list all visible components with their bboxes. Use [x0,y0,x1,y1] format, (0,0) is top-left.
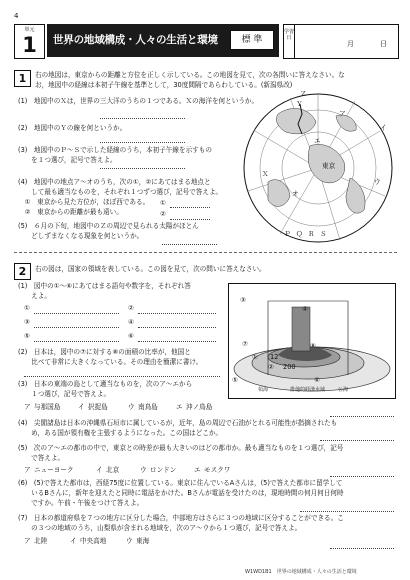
map-label-e: エ [314,137,321,145]
answer-line-q2-2[interactable] [24,376,220,377]
choice-3-a-text: 与那国島 [34,403,61,411]
map-label-p: Ｐ [284,230,291,238]
study-date-tag: 学習日 [284,25,295,58]
q1-intro-line-1: 右の地図は，東京からの距離と方位を正しく示している。この地図を見て，次の各問いに答えなさい。な [35,71,345,79]
blank-line-3[interactable] [34,327,119,328]
q2-item-3a: (3) 日本の東端の島として適当なものを，次のア～エから [18,380,193,388]
choice-7-u-text: 東海 [136,537,150,545]
answer-line-q2-3[interactable] [330,416,394,417]
answer-label-4-1: ① [160,199,166,207]
choice-3-u-mark: ウ [128,403,135,411]
map-label-tokyo: 東京 [322,162,336,170]
page-number: 4 [14,12,19,20]
choice-3-i-mark: イ [78,403,85,411]
blank-label-2: ② [128,304,134,312]
map-label-r: Ｒ [308,230,315,238]
blank-line-6[interactable] [138,341,216,342]
question-number-2: 2 [14,263,31,280]
q1-item-4-1: ① 東京から見た方位が，ほぼ西である。 [18,198,150,206]
unit-badge [14,24,45,59]
diagram-label-5: ⑤ [232,376,238,384]
diagram-label-eez: 排他的経済水域 [290,387,326,393]
diagram-label-200: 200 [283,363,296,371]
diagram-label-12: 12 [270,353,279,361]
blank-line-4[interactable] [138,327,216,328]
q1-intro-line-2: お，地図中の経線は本初子午線を基準として，30度間隔であらわしている。(新潟県改) [35,81,293,89]
q2-item-6a: (6) (5)で答えた都市は，西経75度に位置している。東京に住んでいるAさんは，(5)で答えた都市に留学して [18,479,343,487]
answer-line-q2-4[interactable] [320,440,394,441]
q1-item-3a: (3) 地図中のＰ～Ｓで示した経線のうち，本初子午線を示すもの [18,146,212,154]
q2-item-5a: (5) 次のア～エの都市の中で，東京との時差が最も大きいのはどの都市か。最も適当なものを１つ選び，記号 [18,444,344,452]
q1-item-5a: (5) ６月の下旬，地図中のＺの周辺で見られる太陽がほとん [18,222,199,230]
choice-3-e-mark: エ [176,403,183,411]
choice-3-i-text: 択捉島 [88,403,108,411]
section-divider [14,252,397,253]
blank-label-3: ③ [24,318,30,326]
study-date-box [283,24,399,59]
q2-item-3b: １つ選び，記号で答えよ。 [18,390,111,398]
q2-item-7a: (7) 日本の都道府県を７つの地方に区分した場合，中部地方はさらに３つの地域に区分することができる。こ [18,514,344,522]
q2-item-4b: め，ある国が領有権を主張するようになった。この国はどこか。 [18,429,223,437]
level-badge: 標 準 [230,30,274,50]
blank-line-5[interactable] [34,341,119,342]
map-label-u: ウ [374,178,381,186]
month-label: 月 [347,40,354,48]
choice-5-e-mark: エ [194,466,201,474]
map-label-q: Ｑ [296,230,303,238]
answer-line-q1-3[interactable] [100,168,185,169]
page-title: 世界の地域構成・人々の生活と環境 [53,34,218,46]
q2-item-2a: (2) 日本は，図中の⑦に対する⑧の面積の比率が，他国と [18,348,191,356]
q2-item-1a: (1) 図中の①～⑥にあてはまる語句や数字を，それぞれ答 [18,282,191,290]
choice-5-a-text: ニューヨーク [34,466,74,474]
q2-item-2b: 比べて非常に大きくなっている。その理由を簡潔に書け。 [18,358,203,366]
page-footer: W1WD1B1 世界の地域構成・人々の生活と環境 [245,569,357,575]
answer-line-q1-2[interactable] [100,142,185,143]
q2-item-5b: で答えよ。 [18,454,65,462]
diagram-label-territorial-sea: 領海 [258,387,269,393]
blank-label-5: ⑤ [24,332,30,340]
answer-line-q2-6[interactable] [300,511,394,512]
q1-item-2: (2) 地図中のＹの線を何というか。 [18,124,127,132]
map-label-x: Ｘ [262,170,269,178]
blank-line-2[interactable] [138,313,216,314]
day-label: 日 [380,40,387,48]
blank-label-1: ① [24,304,30,312]
answer-line-q1-1[interactable] [100,118,185,119]
diagram-label-high-seas: 公海 [338,387,349,393]
q2-item-6b: いるBさんに，新年を迎えたと同時に電話をかけた。Bさんが電話を受けたのは，現地時間の何月何日何時 [18,489,344,497]
choice-3-e-text: 沖ノ鳥島 [186,403,213,411]
diagram-label-3: ③ [240,296,246,304]
choice-3-u-text: 南鳥島 [138,403,158,411]
map-label-y: Ｙ [296,100,303,108]
q2-intro: 右の図は，国家の領域を表している。この図を見て，次の問いに答えなさい。 [35,265,266,273]
choice-7-u-mark: ウ [126,537,133,545]
choice-7-a-mark: ア [24,537,31,545]
diagram-label-8: ⑧ [310,342,316,350]
choice-5-e-text: モスクワ [204,466,231,474]
q1-item-4b: して最も適当なものを，それぞれ１つずつ選び，記号で答えよ。 [18,188,223,196]
map-label-z: Ｚ [300,90,307,98]
q2-item-7b: の３つの地域のうち，山梨県が含まれる地域を，次のア～ウから１つ選び，記号で答えよ。 [18,524,302,532]
q1-item-3b: を１つ選び，記号で答えよ。 [18,156,117,164]
choice-5-i-text: 北京 [106,466,120,474]
q2-item-6c: ですか。午前・午後をつけて答えよ。 [18,499,144,507]
unit-label: 単元 [24,27,35,33]
answer-line-q2-7[interactable] [330,548,394,549]
choice-5-u-text: ロンドン [150,466,177,474]
q2-item-1b: えよ。 [18,292,51,300]
q1-item-1: (1) 地図中のＸは，世界の三大洋のうちの１つである。Ｘの海洋を何というか。 [18,97,259,105]
map-label-a: ア [339,110,346,118]
answer-line-q1-5[interactable] [162,244,217,245]
unit-number: 1 [22,33,37,57]
choice-7-i-text: 中央高地 [80,537,107,545]
answer-label-4-2: ② [160,210,166,218]
choice-3-a-mark: ア [24,403,31,411]
diagram-label-6: ⑥ [314,376,320,384]
q1-item-4a: (4) 地図中の地点ア～オのうち，次の①，②にあてはまる地点と [18,178,211,186]
choice-7-a-text: 北陸 [34,537,48,545]
choice-7-i-mark: イ [70,537,77,545]
blank-label-4: ④ [128,318,134,326]
choice-5-i-mark: イ [96,466,103,474]
territory-diagram [228,283,396,399]
diagram-label-4: ④ [302,305,308,313]
answer-line-q1-4-2[interactable] [170,219,210,220]
map-label-i: イ [380,124,387,132]
azimuthal-map [240,86,398,246]
diagram-label-2: ② [268,363,274,371]
choice-5-u-mark: ウ [140,466,147,474]
diagram-label-7: ⑦ [242,340,248,348]
q1-item-4-2: ② 東京からの距離が最も遠い。 [18,208,123,216]
answer-line-q1-4-1[interactable] [170,207,210,208]
q1-item-5b: どしずまなくなる現象を何というか。 [18,232,144,240]
map-label-s: Ｓ [320,230,327,238]
blank-label-6: ⑥ [128,332,134,340]
blank-line-1[interactable] [34,313,119,314]
q2-item-4a: (4) 尖閣諸島は日本の沖縄県石垣市に属しているが，近年，島の周辺で石油がとれる可能性が指摘されたも [18,419,338,427]
choice-5-a-mark: ア [24,466,31,474]
question-number-1: 1 [14,70,31,87]
map-label-o: オ [292,190,299,198]
diagram-label-1: ① [252,353,258,361]
answer-line-q2-5[interactable] [330,476,394,477]
